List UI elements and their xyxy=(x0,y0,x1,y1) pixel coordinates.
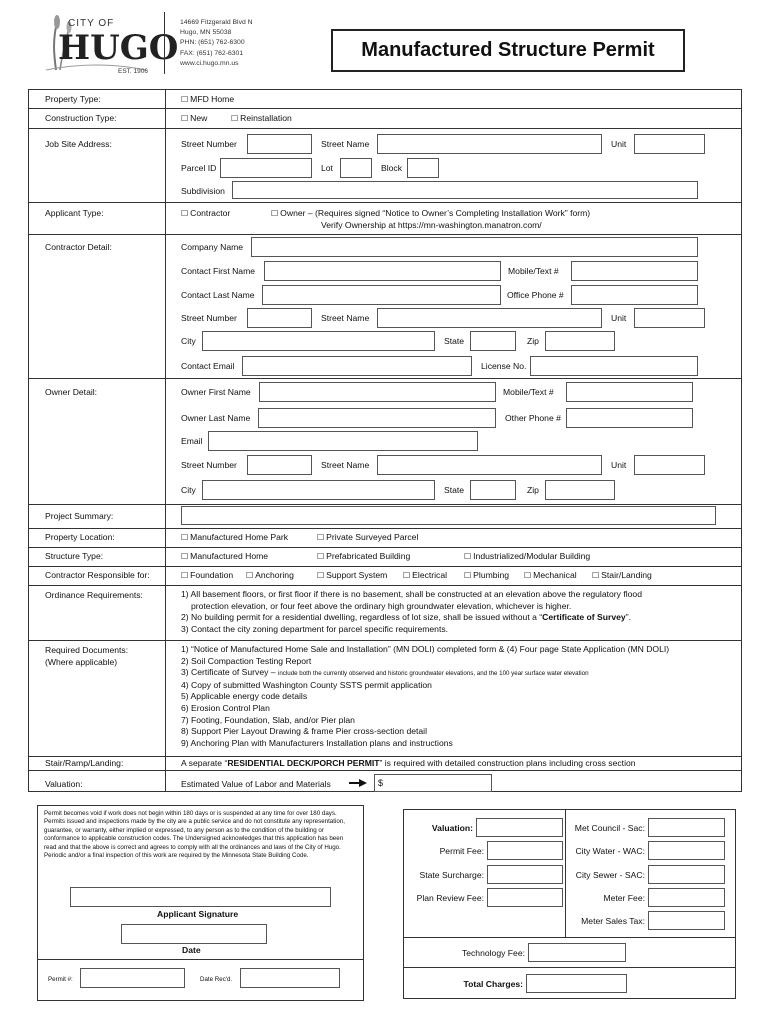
owner-zip-input[interactable] xyxy=(545,480,615,500)
logo-city-of: CITY OF xyxy=(68,18,115,29)
owner-street-number-input[interactable] xyxy=(247,455,312,475)
job-street-name-input[interactable] xyxy=(377,134,602,154)
page-title: Manufactured Structure Permit xyxy=(331,29,685,72)
job-site-label: Job Site Address: xyxy=(45,139,112,149)
ordinance-list: 1) All basement floors, or first floor if there is no basement, shall be constructed at an elevation above the regulatory flood protection elevation, or four feet above the ordinary high groundwater elevation, whichever is higher. 2) No building permit for a residential dwelling, regardless of lot size, shall be issued without a “Certificate of Survey”. 3) Contact the city zoning department for parcel specific requirements. xyxy=(181,589,642,634)
date-input[interactable] xyxy=(121,924,267,944)
construction-type-label: Construction Type: xyxy=(45,113,117,123)
ordinance-label: Ordinance Requirements: xyxy=(45,590,143,600)
mfd-home-checkbox[interactable]: ☐ MFD Home xyxy=(181,94,234,105)
property-location-label: Property Location: xyxy=(45,532,115,542)
owner-last-name-input[interactable] xyxy=(258,408,496,428)
city-water-label: City Water - WAC: xyxy=(575,846,645,856)
city-sewer-label: City Sewer - SAC: xyxy=(575,870,645,880)
plumbing-checkbox[interactable]: ☐ Plumbing xyxy=(464,570,509,581)
new-checkbox[interactable]: ☐ New xyxy=(181,113,207,124)
contractor-unit-input[interactable] xyxy=(634,308,705,328)
date-received-input[interactable] xyxy=(240,968,340,988)
date-label: Date xyxy=(182,945,201,955)
mfd-home-park-checkbox[interactable]: ☐ Manufactured Home Park xyxy=(181,532,288,543)
state-surcharge-input[interactable] xyxy=(487,865,563,884)
meter-sales-tax-label: Meter Sales Tax: xyxy=(581,916,645,926)
plan-review-fee-label: Plan Review Fee: xyxy=(416,893,484,903)
prefabricated-checkbox[interactable]: ☐ Prefabricated Building xyxy=(317,551,410,562)
required-docs-list: 1) “Notice of Manufactured Home Sale and Installation” (MN DOLI) completed form & (4) Four page State Application (MN DOLI) 2) Soil Compaction Testing Report 3) Certificate of Survey – include both the currently observed and historic groundwater elevations, and the 100 year surface water elevation 4) Copy of submitted Washington County SSTS permit application 5) Applicable energy code details 6) Erosion Control Plan 7) Footing, Foundation, Slab, and/or Pier plan 8) Support Pier Layout Drawing & frame Pier cross-section detail 9) Anchoring Plan with Manufacturers Installation plans and instructions xyxy=(181,644,670,748)
technology-fee-input[interactable] xyxy=(528,943,626,962)
foundation-checkbox[interactable]: ☐ Foundation xyxy=(181,570,233,581)
private-parcel-checkbox[interactable]: ☐ Private Surveyed Parcel xyxy=(317,532,418,543)
applicant-signature-input[interactable] xyxy=(70,887,331,907)
owner-city-input[interactable] xyxy=(202,480,435,500)
owner-detail-label: Owner Detail: xyxy=(45,387,98,397)
manufactured-home-checkbox[interactable]: ☐ Manufactured Home xyxy=(181,551,268,562)
office-phone-input[interactable] xyxy=(571,285,698,305)
owner-street-name-input[interactable] xyxy=(377,455,602,475)
stair-landing-checkbox[interactable]: ☐ Stair/Landing xyxy=(592,570,652,581)
mechanical-checkbox[interactable]: ☐ Mechanical xyxy=(524,570,577,581)
owner-first-name-input[interactable] xyxy=(259,382,496,402)
logo-est: EST. 1906 xyxy=(118,68,148,75)
contractor-last-name-input[interactable] xyxy=(262,285,501,305)
owner-state-input[interactable] xyxy=(470,480,516,500)
date-received-label: Date Rec'd. xyxy=(200,976,233,983)
met-council-input[interactable] xyxy=(648,818,725,837)
contractor-state-input[interactable] xyxy=(470,331,516,351)
stair-label: Stair/Ramp/Landing: xyxy=(45,758,124,768)
applicant-signature-label: Applicant Signature xyxy=(157,909,239,919)
meter-sales-tax-input[interactable] xyxy=(648,911,725,930)
city-sewer-input[interactable] xyxy=(648,865,725,884)
permit-fee-input[interactable] xyxy=(487,841,563,860)
contractor-street-name-input[interactable] xyxy=(377,308,602,328)
owner-email-input[interactable] xyxy=(208,431,478,451)
state-surcharge-label: State Surcharge: xyxy=(419,870,484,880)
project-summary-label: Project Summary: xyxy=(45,511,114,521)
contractor-responsible-label: Contractor Responsible for: xyxy=(45,570,150,580)
electrical-checkbox[interactable]: ☐ Electrical xyxy=(403,570,447,581)
valuation-input[interactable]: $ xyxy=(374,774,492,792)
job-street-number-input[interactable] xyxy=(247,134,312,154)
other-phone-input[interactable] xyxy=(566,408,693,428)
met-council-label: Met Council - Sac: xyxy=(574,823,645,833)
technology-fee-label: Technology Fee: xyxy=(461,948,525,958)
contractor-city-input[interactable] xyxy=(202,331,435,351)
pointing-hand-icon xyxy=(348,777,368,791)
owner-mobile-input[interactable] xyxy=(566,382,693,402)
lot-input[interactable] xyxy=(340,158,372,178)
applicant-type-label: Applicant Type: xyxy=(45,208,104,218)
contractor-street-number-input[interactable] xyxy=(247,308,312,328)
disclaimer-text: Permit becomes void if work does not begin within 180 days or is suspended at any time for over 180 days. Permits issued and inspections made by the city are a public service and do not constitute any representation, guarantee, or warranty, either implied or expressed, to any person as to the condition of the building or conformance to applicable construction codes. The Undersigned acknowledges that this application has been read and that the above is correct and agrees to comply with all the ordinances and laws of the City of Hugo. Periodic and/or a final inspection of this work are required by the Minnesota State Building Code. xyxy=(44,810,345,860)
anchoring-checkbox[interactable]: ☐ Anchoring xyxy=(246,570,294,581)
total-charges-input[interactable] xyxy=(526,974,627,993)
company-name-input[interactable] xyxy=(251,237,698,257)
contractor-zip-input[interactable] xyxy=(545,331,615,351)
total-charges-label: Total Charges: xyxy=(463,979,523,989)
project-summary-input[interactable] xyxy=(181,506,716,525)
city-water-input[interactable] xyxy=(648,841,725,860)
reinstallation-checkbox[interactable]: ☐ Reinstallation xyxy=(231,113,292,124)
logo-name: HUGO xyxy=(58,28,179,68)
owner-unit-input[interactable] xyxy=(634,455,705,475)
meter-fee-label: Meter Fee: xyxy=(603,893,645,903)
city-address: 14669 Fitzgerald Blvd N Hugo, MN 55038 PHN: (651) 762-6300 FAX: (651) 762-6301 www.ci.hugo.mn.us xyxy=(180,19,253,67)
fee-valuation-input[interactable] xyxy=(476,818,563,837)
verify-ownership-text: Verify Ownership at https://mn-washington.manatron.com/ xyxy=(321,220,542,230)
job-unit-input[interactable] xyxy=(634,134,705,154)
contractor-detail-label: Contractor Detail: xyxy=(45,242,112,252)
fee-valuation-label: Valuation: xyxy=(431,823,473,833)
contractor-first-name-input[interactable] xyxy=(264,261,501,281)
valuation-text: Estimated Value of Labor and Materials xyxy=(181,779,331,789)
structure-type-label: Structure Type: xyxy=(45,551,104,561)
license-number-input[interactable] xyxy=(530,356,698,376)
permit-fee-label: Permit Fee: xyxy=(439,846,484,856)
city-logo xyxy=(36,10,179,76)
valuation-label: Valuation: xyxy=(45,779,83,789)
required-docs-sublabel: (Where applicable) xyxy=(45,657,118,667)
plan-review-fee-input[interactable] xyxy=(487,888,563,907)
permit-number-input[interactable] xyxy=(80,968,185,988)
modular-checkbox[interactable]: ☐ Industrialized/Modular Building xyxy=(464,551,590,562)
stair-note: A separate “RESIDENTIAL DECK/PORCH PERMIT” is required with detailed construction plans including cross section xyxy=(181,758,636,768)
block-input[interactable] xyxy=(407,158,439,178)
permit-number-label: Permit #: xyxy=(48,976,73,983)
meter-fee-input[interactable] xyxy=(648,888,725,907)
required-docs-label: Required Documents: xyxy=(45,645,129,655)
parcel-id-input[interactable] xyxy=(220,158,312,178)
support-system-checkbox[interactable]: ☐ Support System xyxy=(317,570,387,581)
subdivision-input[interactable] xyxy=(232,181,698,199)
contractor-mobile-input[interactable] xyxy=(571,261,698,281)
contractor-checkbox[interactable]: ☐ Contractor xyxy=(181,208,230,219)
owner-checkbox[interactable]: ☐ Owner – (Requires signed “Notice to Owner’s Completing Installation Work” form) xyxy=(271,208,590,219)
property-type-label: Property Type: xyxy=(45,94,101,104)
contractor-email-input[interactable] xyxy=(242,356,472,376)
